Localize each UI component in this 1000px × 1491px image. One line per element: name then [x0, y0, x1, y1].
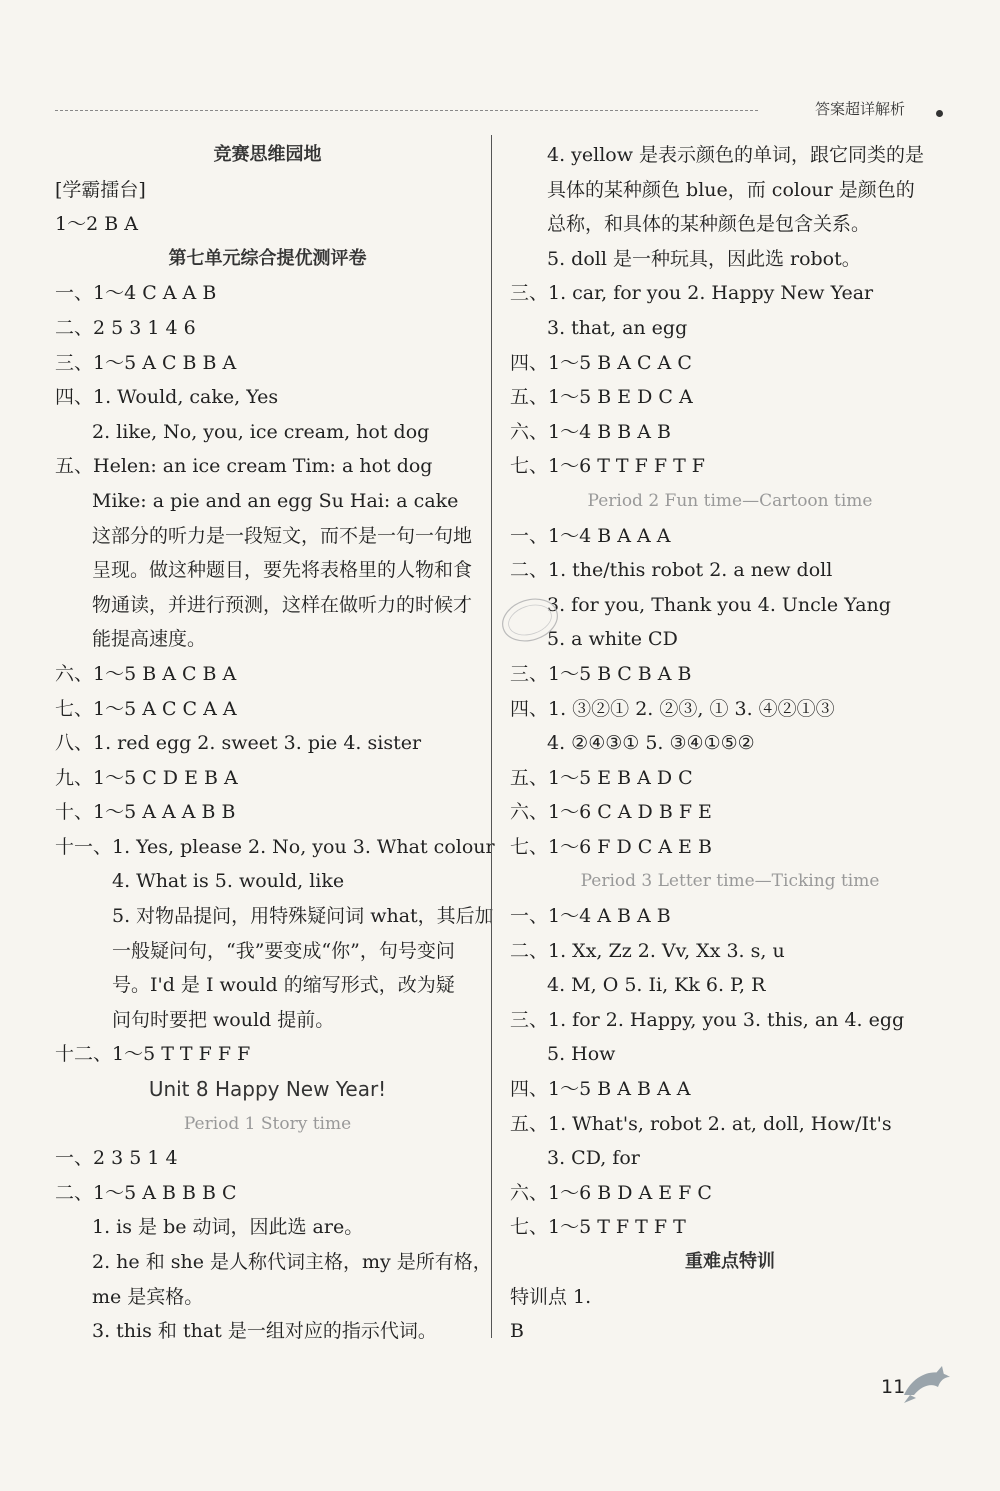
answer-line: 问句时要把 would 提前。: [112, 1008, 335, 1031]
header-title: 答案超详解析: [815, 100, 906, 118]
answer-line: 七、1～5 A C C A A: [55, 697, 237, 720]
answer-line: 二、1. the/this robot 2. a new doll: [510, 559, 833, 582]
answer-line: 六、1～6 B D A E F C: [510, 1181, 712, 1204]
section-heading: 竞赛思维园地: [213, 144, 322, 165]
answer-line: 七、1～6 T T F F T F: [510, 455, 705, 478]
answer-line: 四、1. Would, cake, Yes: [55, 386, 279, 409]
answer-line: 总称，和具体的某种颜色是包含关系。: [547, 213, 871, 236]
answer-line: 六、1～5 B A C B A: [55, 662, 237, 685]
answer-line: 3. CD, for: [547, 1147, 640, 1170]
answer-line: 4. yellow 是表示颜色的单词，跟它同类的是: [547, 144, 925, 166]
answer-line: 七、1～6 F D C A E B: [510, 835, 712, 858]
answer-line: 五、1～5 B E D C A: [510, 386, 693, 409]
answer-line: 4. ②④③① 5. ③④①⑤②: [547, 732, 755, 755]
answer-line: 八、1. red egg 2. sweet 3. pie 4. sister: [55, 732, 422, 755]
period-heading: Period 1 Story time: [183, 1113, 352, 1134]
answer-line: 三、1. for 2. Happy, you 3. this, an 4. egg: [510, 1008, 905, 1031]
answer-line: 4. M, O 5. Ii, Kk 6. P, R: [547, 974, 766, 997]
answer-line: 四、1. ③②① 2. ②③, ① 3. ④②①③: [510, 697, 835, 720]
answer-line: 一、1～4 C A A B: [55, 282, 217, 305]
answer-line: Mike: a pie and an egg Su Hai: a cake: [92, 489, 459, 512]
header-rule: [55, 110, 758, 111]
answer-line: 一、1～4 B A A A: [510, 524, 671, 547]
answer-line: 号。I'd 是 I would 的缩写形式，改为疑: [112, 974, 455, 997]
answer-line: 5. How: [547, 1043, 616, 1066]
answer-line: 六、1～6 C A D B F E: [510, 801, 712, 824]
answer-line: 1. is 是 be 动词，因此选 are。: [92, 1216, 364, 1239]
page-number: 11: [881, 1376, 906, 1398]
answer-line: 三、1～5 A C B B A: [55, 351, 237, 374]
answer-line: 一般疑问句，“我”要变成“你”，句号变问: [112, 939, 455, 962]
answer-line: 二、1. Xx, Zz 2. Vv, Xx 3. s, u: [510, 939, 785, 962]
answer-line: 5. a white CD: [547, 628, 678, 651]
answer-line: 3. that, an egg: [547, 316, 688, 339]
answer-line: 能提高速度。: [92, 628, 207, 651]
answer-line: B: [510, 1320, 524, 1343]
answer-line: 三、1. car, for you 2. Happy New Year: [510, 282, 874, 305]
section-heading: 第七单元综合提优测评卷: [168, 247, 367, 269]
answer-line: 2. he 和 she 是人称代词主格，my 是所有格，: [92, 1251, 492, 1273]
answer-line: 这部分的听力是一段短文，而不是一句一句地: [92, 524, 473, 547]
answer-line: 3. for you, Thank you 4. Uncle Yang: [547, 593, 891, 616]
section-heading: 重难点特训: [685, 1251, 775, 1272]
answer-line: 五、1. What's, robot 2. at, doll, How/It's: [510, 1112, 892, 1135]
answer-line: 五、Helen: an ice cream Tim: a hot dog: [55, 455, 433, 478]
answer-line: 一、1～4 A B A B: [510, 905, 671, 928]
answer-line: me 是宾格。: [92, 1285, 204, 1308]
answer-line: 5. doll 是一种玩具，因此选 robot。: [547, 247, 861, 270]
answer-line: 4. What is 5. would, like: [112, 870, 345, 893]
answer-line: 具体的某种颜色 blue，而 colour 是颜色的: [547, 178, 915, 201]
dolphin-icon: [900, 1365, 956, 1405]
right-column: [510, 138, 950, 1349]
left-column: [55, 138, 495, 1349]
answer-line: [学霸擂台]: [55, 178, 146, 201]
answer-line: 特训点 1.: [510, 1285, 592, 1308]
answer-line: 二、1～5 A B B B C: [55, 1181, 237, 1204]
answer-line: 物通读，并进行预测，这样在做听力的时候才: [92, 593, 473, 616]
column-divider: [491, 135, 492, 1338]
answer-line: 3. this 和 that 是一组对应的指示代词。: [92, 1320, 437, 1343]
period-heading: Period 3 Letter time—Ticking time: [580, 871, 880, 892]
answer-line: 四、1～5 B A C A C: [510, 351, 692, 374]
answer-line: 5. 对物品提问，用特殊疑问词 what，其后加: [112, 905, 494, 928]
answer-line: 呈现。做这种题目，要先将表格里的人物和食: [92, 559, 473, 582]
answer-line: 七、1～5 T F T F T: [510, 1216, 686, 1239]
answer-line: 十一、1. Yes, please 2. No, you 3. What colour: [55, 835, 495, 858]
answer-line: 五、1～5 E B A D C: [510, 766, 693, 789]
answer-line: 四、1～5 B A B A A: [510, 1078, 691, 1101]
answer-line: 十、1～5 A A A B B: [55, 801, 236, 824]
answer-line: 1～2 B A: [55, 213, 138, 236]
answer-line: 三、1～5 B C B A B: [510, 662, 692, 685]
stamp-icon: [499, 592, 561, 648]
header-dot: [936, 110, 943, 117]
answer-line: 2. like, No, you, ice cream, hot dog: [92, 420, 430, 443]
answer-line: 六、1～4 B B A B: [510, 420, 671, 443]
unit-title: Unit 8 Happy New Year!: [148, 1077, 387, 1102]
answer-line: 二、2 5 3 1 4 6: [55, 316, 196, 339]
period-heading: Period 2 Fun time—Cartoon time: [587, 490, 873, 511]
answer-line: 一、2 3 5 1 4: [55, 1147, 178, 1170]
answer-line: 十二、1～5 T T F F F: [55, 1043, 251, 1066]
answer-line: 九、1～5 C D E B A: [55, 766, 238, 789]
